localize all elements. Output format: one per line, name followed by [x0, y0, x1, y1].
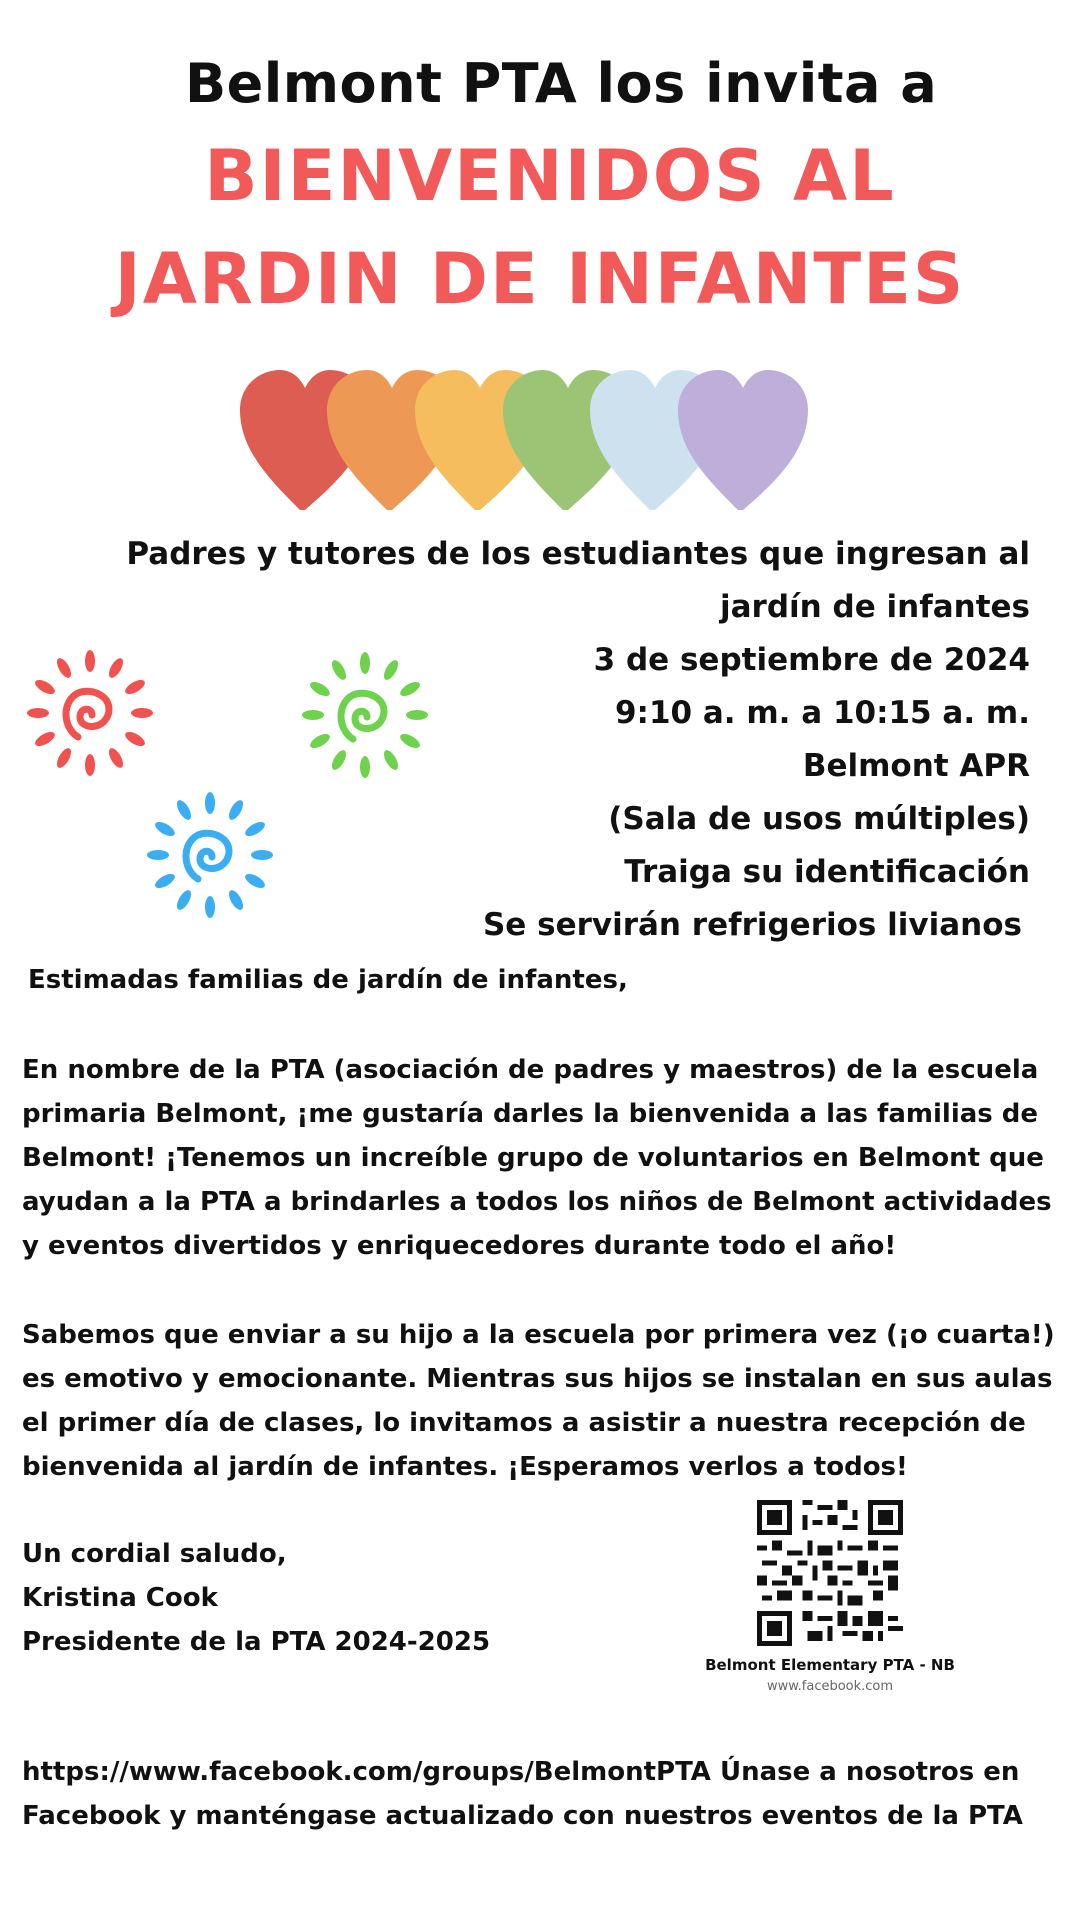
- signer-title: Presidente de la PTA 2024-2025: [22, 1627, 491, 1657]
- letter-greeting: Estimadas familias de jardín de infantes,: [28, 965, 628, 995]
- event-refreshments: Se servirán refrigerios livianos: [482, 907, 1022, 943]
- qr-label: Belmont Elementary PTA - NB: [705, 1656, 955, 1674]
- event-line: Padres y tutores de los estudiantes que ingresan al: [126, 536, 1030, 572]
- rainbow-hearts-icon: [235, 365, 815, 515]
- event-id-note: Traiga su identificación: [624, 854, 1030, 890]
- event-line: jardín de infantes: [720, 589, 1030, 625]
- letter-paragraph-2: Sabemos que enviar a su hijo a la escuela por primera vez (¡o cuarta!) es emotivo y emocionante. Mientras sus hijos se instalan en sus aulas el primer día de clases, lo invitamos a asistir a nuestra recepción de bienvenida al jardín de infantes. ¡Esperamos verlos a todos!: [22, 1320, 1055, 1482]
- signer-name: Kristina Cook: [22, 1583, 218, 1613]
- qr-url: www.facebook.com: [766, 1679, 894, 1694]
- title-line-2: JARDIN DE INFANTES: [114, 238, 966, 320]
- title-line-1: BIENVENIDOS AL: [204, 135, 896, 217]
- letter-paragraph-1: En nombre de la PTA (asociación de padres y maestros) de la escuela primaria Belmont, ¡me gustaría darles la bienvenida a las familias de Belmont! ¡Tenemos un increíble grupo de voluntarios en Belmont que ayudan a la PTA a brindarles a todos los niños de Belmont actividades y eventos divertidos y enriquecedores durante todo el año!: [22, 1055, 1052, 1261]
- heart-purple-icon: [678, 370, 808, 510]
- closing: Un cordial saludo,: [22, 1539, 287, 1569]
- invite-line: Belmont PTA los invita a: [185, 52, 938, 115]
- event-date: 3 de septiembre de 2024: [593, 642, 1030, 678]
- event-time: 9:10 a. m. a 10:15 a. m.: [614, 695, 1030, 731]
- event-location: Belmont APR: [802, 748, 1030, 784]
- event-details: [30, 528, 1030, 952]
- event-location-detail: (Sala de usos múltiples): [608, 801, 1030, 837]
- footer-facebook-text: https://www.facebook.com/groups/BelmontPTA Únase a nosotros en Facebook y manténgase actualizado con nuestros eventos de la PTA: [22, 1757, 1023, 1831]
- qr-code-icon[interactable]: [757, 1500, 903, 1646]
- signature-block: [22, 1532, 490, 1664]
